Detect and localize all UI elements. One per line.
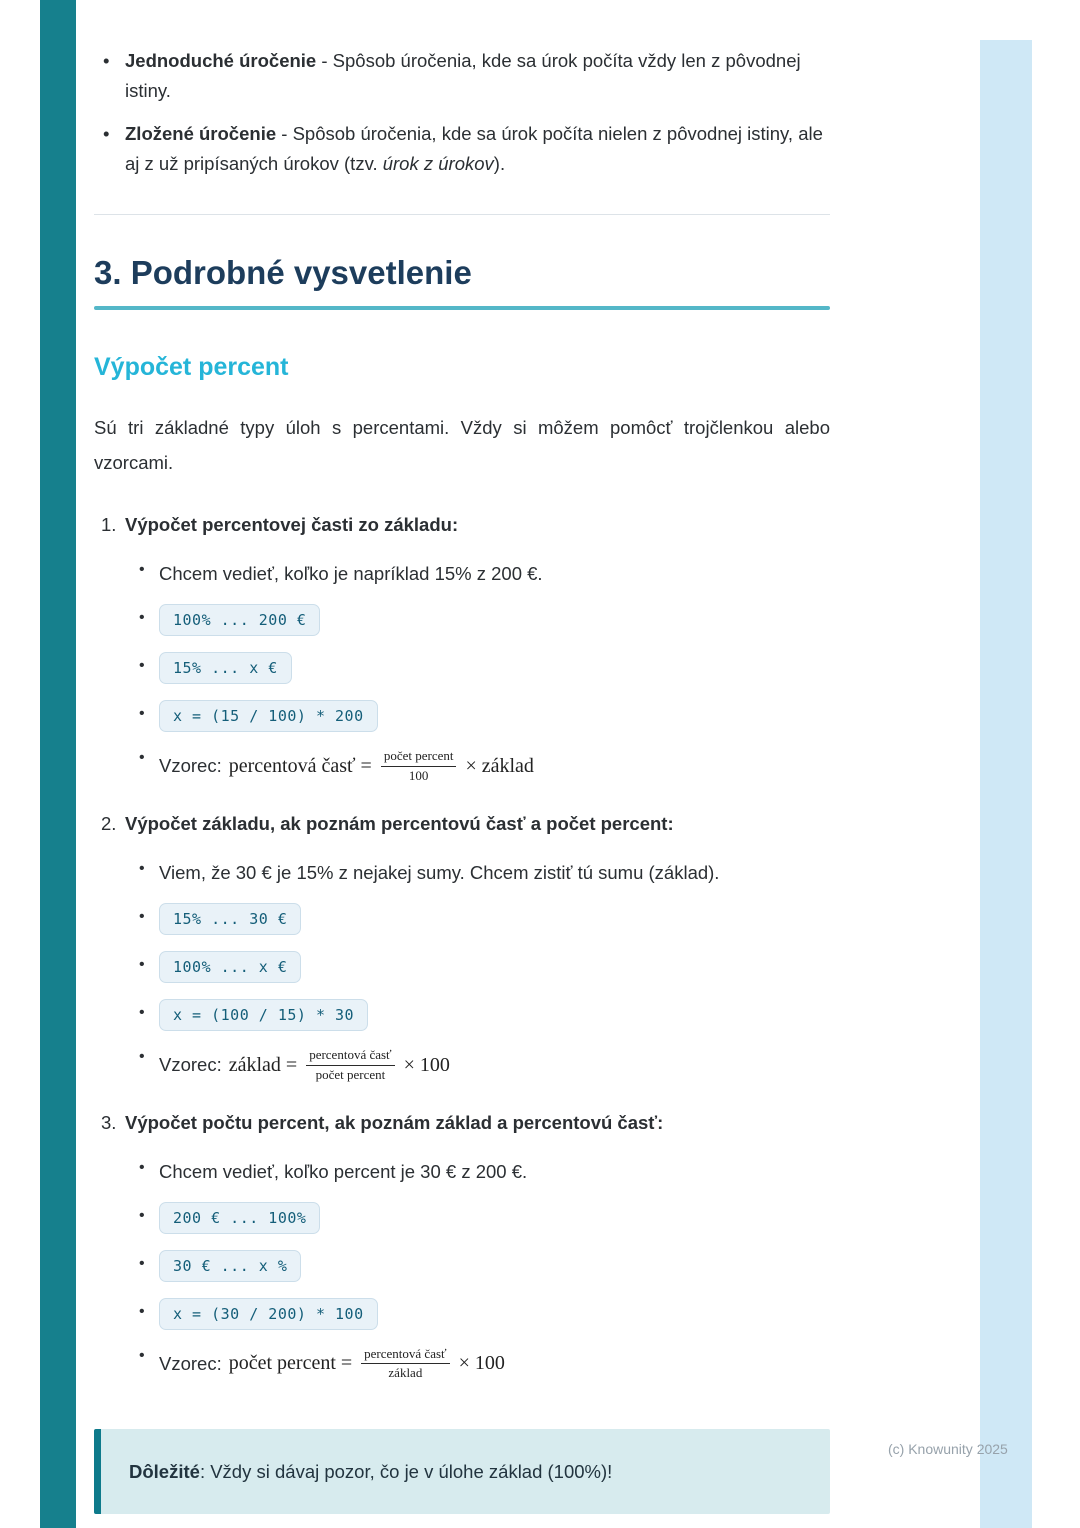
list-item [139, 859, 830, 887]
formula-item [139, 1346, 830, 1383]
formula-item [139, 748, 830, 785]
task-sublist [139, 560, 830, 785]
formula-lhs: počet percent = [228, 1352, 353, 1375]
list-item [139, 700, 830, 732]
task-list [94, 511, 830, 1382]
task-number: 2. [101, 812, 117, 834]
task-title [101, 511, 830, 539]
list-item [139, 560, 830, 588]
code-chip: 30 € ... x % [159, 1250, 301, 1282]
task-description: Chcem vedieť, koľko je napríklad 15% z 200 €. [159, 563, 543, 584]
code-chip: x = (100 / 15) * 30 [159, 999, 368, 1031]
numbered-item [94, 1109, 830, 1383]
section-heading: 3. Podrobné vysvetlenie [94, 254, 472, 291]
code-chip: 15% ... x € [159, 652, 292, 684]
task-description: Chcem vedieť, koľko percent je 30 € z 200 €. [159, 1160, 528, 1182]
task-title-text: Výpočet počtu percent, ak poznám základ a percentovú časť: [125, 1111, 664, 1133]
callout-important [94, 1429, 830, 1514]
definition-list [94, 46, 830, 179]
formula-fraction [361, 1346, 449, 1383]
code-chip: 100% ... 200 € [159, 604, 320, 636]
numbered-item [94, 810, 830, 1084]
formula-item [139, 1047, 830, 1084]
formula-label: • Vzorec: [159, 1054, 222, 1076]
term-definition: - Spôsob úročenia, kde sa úrok počíta nielen z pôvodnej istiny, ale aj z už pripísaných úrokov (tzv. [125, 123, 823, 174]
subsection-heading: Výpočet percent [94, 353, 289, 381]
formula-rhs: × 100 [458, 1352, 505, 1375]
term-definition: - Spôsob úročenia, kde sa úrok počíta vždy len z pôvodnej istiny. [125, 50, 801, 101]
list-item [139, 1250, 830, 1282]
term-definition-end: ). [493, 153, 506, 174]
term-italic: úrok z úrokov [382, 153, 494, 174]
fraction-numerator: percentová časť [306, 1047, 394, 1066]
formula-fraction [381, 748, 457, 785]
left-accent-bar [40, 0, 76, 1528]
adjacent-page-edge [980, 40, 1032, 1528]
fraction-denominator: základ [388, 1365, 423, 1381]
document-page-content [94, 46, 830, 1514]
list-item [139, 999, 830, 1031]
list-item [139, 1158, 830, 1186]
callout-bold: Dôležité [129, 1461, 200, 1483]
code-chip: x = (30 / 200) * 100 [159, 1298, 378, 1330]
formula-label: • Vzorec: [159, 755, 222, 777]
code-chip: 15% ... 30 € [159, 903, 301, 935]
list-item [139, 903, 830, 935]
heading-underline [94, 306, 830, 310]
fraction-denominator: počet percent [315, 1066, 386, 1082]
task-sublist [139, 1158, 830, 1383]
formula-rhs: × základ [465, 754, 534, 777]
term-bold: Zložené úročenie [125, 123, 277, 144]
list-item [139, 604, 830, 636]
task-title-text: Výpočet percentovej časti zo základu: [125, 514, 459, 535]
code-chip: x = (15 / 100) * 200 [159, 700, 378, 732]
formula-fraction [306, 1047, 394, 1084]
callout-text [129, 1458, 802, 1485]
numbered-item [94, 511, 830, 785]
code-chip: 200 € ... 100% [159, 1202, 320, 1234]
formula-rhs: × 100 [403, 1053, 450, 1076]
list-item [94, 119, 830, 179]
task-title-text: Výpočet základu, ak poznám percentovú časť a počet percent: [125, 812, 674, 834]
term-bold: Jednoduché úročenie [125, 50, 317, 71]
formula-lhs: základ = [228, 1053, 298, 1076]
task-number: 3. [101, 1111, 117, 1133]
task-title [101, 810, 830, 838]
fraction-numerator: percentová časť [361, 1346, 449, 1365]
task-number: 1. [101, 514, 117, 535]
list-item [139, 1202, 830, 1234]
fraction-denominator: 100 [408, 767, 429, 783]
list-item [139, 951, 830, 983]
task-sublist [139, 859, 830, 1084]
task-title [101, 1109, 830, 1137]
code-chip: 100% ... x € [159, 951, 301, 983]
callout-rest: : Vždy si dávaj pozor, čo je v úlohe základ (100%)! [199, 1461, 613, 1483]
intro-paragraph: Sú tri základné typy úloh s percentami. Vždy si môžem pomôcť trojčlenkou alebo vzorcami. [94, 417, 830, 473]
fraction-numerator: počet percent [381, 748, 457, 767]
list-item [139, 652, 830, 684]
formula-label: • Vzorec: [159, 1352, 222, 1374]
task-description: Viem, že 30 € je 15% z nejakej sumy. Chcem zistiť tú sumu (základ). [159, 861, 720, 883]
list-item [139, 1298, 830, 1330]
list-item [94, 46, 830, 106]
section-divider [94, 214, 830, 215]
formula-lhs: percentová časť = [228, 754, 372, 777]
copyright-footer: (c) Knowunity 2025 [888, 1441, 1008, 1457]
